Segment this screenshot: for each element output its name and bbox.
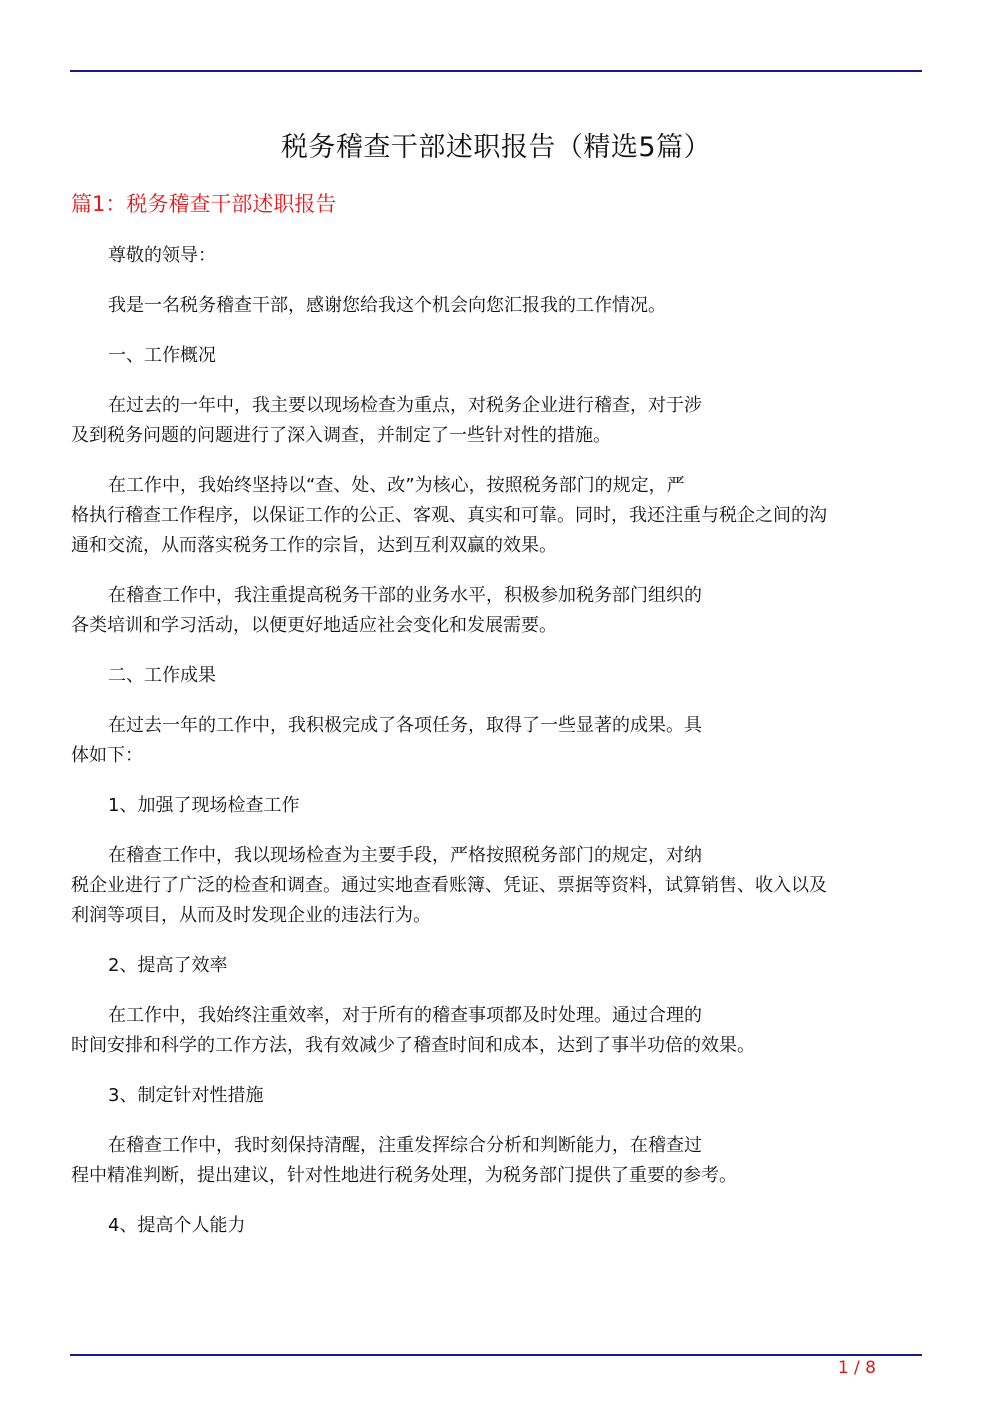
paragraph-line: 尊敬的领导： [108,245,216,266]
paragraph-line: 时间安排和科学的工作方法，我有效减少了稽查时间和成本，达到了事半功倍的效果。 [71,1035,755,1056]
paragraph [71,471,921,561]
paragraph [71,581,921,641]
paragraph-line: 在过去的一年中，我主要以现场检查为重点，对税务企业进行稽查，对于涉 [108,395,702,416]
paragraph [71,241,921,271]
paragraph-line: 格执行稽查工作程序，以保证工作的公正、客观、真实和可靠。同时，我还注重与税企之间的沟 [71,505,827,526]
document-title: 税务稽查干部述职报告（精选5篇） [280,132,712,163]
document-body [71,241,921,1261]
paragraph [71,291,921,321]
paragraph [71,1131,921,1191]
paragraph [71,711,921,771]
paragraph-line: 税企业进行了广泛的检查和调查。通过实地查看账簿、凭证、票据等资料，试算销售、收入以及 [71,875,827,896]
header-rule [70,70,922,72]
paragraph-line: 二、工作成果 [108,665,216,686]
paragraph-line: 在工作中，我始终坚持以“查、处、改”为核心，按照税务部门的规定，严 [108,475,685,496]
paragraph-line: 我是一名税务稽查干部，感谢您给我这个机会向您汇报我的工作情况。 [108,295,666,316]
paragraph [71,1001,921,1061]
paragraph [71,391,921,451]
paragraph-line: 在稽查工作中，我以现场检查为主要手段，严格按照税务部门的规定，对纳 [108,845,702,866]
paragraph-line: 通和交流，从而落实税务工作的宗旨，达到互利双赢的效果。 [71,535,557,556]
paragraph-line: 3、制定针对性措施 [108,1085,264,1106]
paragraph [71,341,921,371]
paragraph-line: 在过去一年的工作中，我积极完成了各项任务，取得了一些显著的成果。具 [108,715,702,736]
paragraph [71,1211,921,1241]
section-heading: 篇1：税务稽查干部述职报告 [71,192,337,216]
paragraph-line: 2、提高了效率 [108,955,228,976]
footer-rule [70,1354,922,1356]
paragraph [71,841,921,931]
page-number: 1 / 8 [837,1358,876,1378]
paragraph-line: 在工作中，我始终注重效率，对于所有的稽查事项都及时处理。通过合理的 [108,1005,702,1026]
paragraph-line: 体如下： [71,745,143,766]
paragraph-line: 4、提高个人能力 [108,1215,246,1236]
paragraph [71,661,921,691]
paragraph-line: 及到税务问题的问题进行了深入调查，并制定了一些针对性的措施。 [71,425,611,446]
paragraph-line: 在稽查工作中，我时刻保持清醒，注重发挥综合分析和判断能力，在稽查过 [108,1135,702,1156]
paragraph-line: 各类培训和学习活动，以便更好地适应社会变化和发展需要。 [71,615,557,636]
paragraph-line: 在稽查工作中，我注重提高税务干部的业务水平，积极参加税务部门组织的 [108,585,702,606]
paragraph-line: 程中精准判断，提出建议，针对性地进行税务处理，为税务部门提供了重要的参考。 [71,1165,737,1186]
paragraph-line: 利润等项目，从而及时发现企业的违法行为。 [71,905,431,926]
paragraph [71,1081,921,1111]
paragraph-line: 一、工作概况 [108,345,216,366]
paragraph [71,791,921,821]
paragraph [71,951,921,981]
paragraph-line: 1、加强了现场检查工作 [108,795,300,816]
